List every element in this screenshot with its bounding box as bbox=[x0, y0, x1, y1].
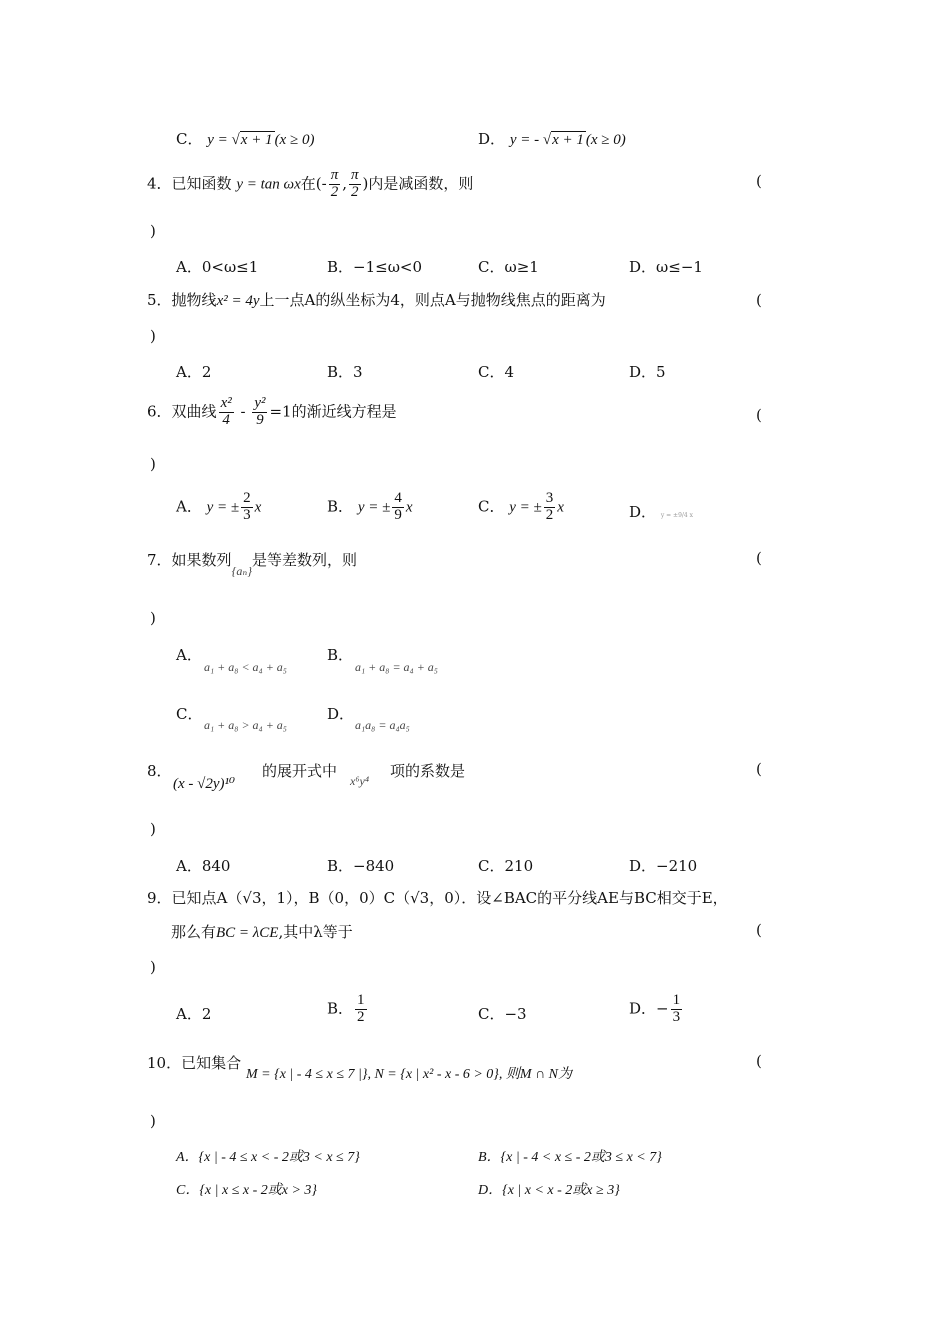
fraction bbox=[241, 491, 253, 524]
option-label: C． bbox=[176, 130, 203, 148]
question-number: 5． bbox=[147, 291, 172, 309]
question-number: 10． bbox=[147, 1054, 182, 1072]
q3-option-d bbox=[478, 128, 626, 149]
q8-stem-a: 的展开式中 bbox=[262, 762, 338, 780]
stem-text: 已知集合 bbox=[181, 1054, 242, 1072]
answer-paren-close: ) bbox=[150, 958, 156, 976]
fraction bbox=[355, 993, 367, 1026]
q7-option-a-label: A． bbox=[176, 646, 202, 664]
q7-option-b: a₁ + a₈ = a₄ + a₅ bbox=[355, 660, 438, 674]
stem-text: 已知函数 bbox=[171, 174, 232, 193]
q8-expression: (x - √2y)¹⁰ bbox=[173, 776, 236, 792]
q7-option-c-label: C． bbox=[176, 705, 203, 723]
answer-paren-open: ( bbox=[756, 291, 762, 309]
q10-option-a: A．{x | - 4 ≤ x < - 2或3 < x ≤ 7} bbox=[176, 1150, 360, 1165]
numerator: y² bbox=[254, 395, 266, 411]
answer-paren-open: ( bbox=[756, 549, 762, 567]
q10-stem bbox=[147, 1052, 241, 1073]
q7-option-c: a₁ + a₈ > a₄ + a₅ bbox=[204, 718, 287, 732]
math-text: y = ± bbox=[206, 499, 240, 516]
fraction bbox=[219, 396, 234, 429]
q10-option-c: C．{x | x ≤ x - 2或x > 3} bbox=[176, 1183, 318, 1198]
function-expression: y = tan ωx bbox=[236, 176, 301, 193]
q10-option-d: D．{x | x < x - 2或x ≥ 3} bbox=[478, 1183, 620, 1198]
answer-paren-open: ( bbox=[756, 760, 762, 778]
stem-text: 双曲线 bbox=[171, 402, 217, 421]
answer-paren-close: ) bbox=[150, 820, 156, 838]
q5-stem bbox=[147, 289, 606, 310]
fraction bbox=[252, 396, 267, 429]
q4-option-a: A．0<ω≤1 bbox=[176, 258, 259, 276]
denominator: 9 bbox=[394, 506, 402, 523]
math-text: x bbox=[557, 499, 564, 516]
q6-option-a bbox=[176, 491, 261, 524]
answer-paren-close: ) bbox=[150, 1112, 156, 1130]
q7-option-a: a₁ + a₈ < a₄ + a₅ bbox=[204, 660, 287, 674]
q9-option-c: C．−3 bbox=[478, 1005, 527, 1023]
option-label: D． bbox=[629, 503, 657, 521]
q4-stem: 4．已知函数 y = tan ωx在(- $\frac{\pi}{2}$ , $\frac{\pi}{2}$ )内是减函数，则 bbox=[147, 167, 474, 200]
answer-paren-open: ( bbox=[756, 921, 762, 939]
stem-text: 在(- bbox=[300, 174, 327, 193]
stem-text: 上一点A的纵坐标为4，则点A与抛物线焦点的距离为 bbox=[259, 291, 606, 309]
question-number: 6． bbox=[147, 402, 172, 421]
stem-text: )内是减函数，则 bbox=[362, 174, 474, 193]
denominator: 2 bbox=[330, 183, 339, 200]
stem-text: 已知点A（√3，1），B（0，0）C（√3，0）．设∠BAC的平分线AE与BC相交于E， bbox=[171, 889, 728, 907]
stem-text: 抛物线 bbox=[171, 291, 217, 309]
q8-option-d: D．−210 bbox=[629, 857, 698, 875]
fraction bbox=[329, 168, 341, 201]
q8-option-b: B．−840 bbox=[327, 857, 395, 875]
answer-paren-open: ( bbox=[756, 406, 762, 424]
denominator: 3 bbox=[672, 1008, 681, 1025]
denominator: 2 bbox=[351, 183, 359, 200]
q8-term: x⁶y⁴ bbox=[350, 774, 369, 788]
answer-paren-open: ( bbox=[756, 172, 762, 190]
q10-option-b: B．{x | - 4 < x ≤ - 2或3 ≤ x < 7} bbox=[478, 1150, 662, 1165]
math-text: x bbox=[254, 499, 262, 516]
option-label: C． bbox=[478, 497, 505, 516]
q4-option-c: C．ω≥1 bbox=[478, 258, 539, 276]
q9-stem-line1 bbox=[147, 887, 728, 908]
q10-stem-expression: M = {x | - 4 ≤ x ≤ 7 |}, N = {x | x² - x - 6 > 0}, 则M ∩ N为 bbox=[246, 1067, 573, 1082]
math-text: y = ± bbox=[357, 499, 391, 516]
answer-paren-close: ) bbox=[150, 327, 156, 345]
q9-option-a: A．2 bbox=[176, 1005, 212, 1023]
math-text: y = ± bbox=[509, 499, 542, 516]
question-number: 4． bbox=[147, 174, 172, 193]
stem-text: 那么有 bbox=[171, 923, 217, 941]
q9-option-b bbox=[327, 993, 369, 1026]
numerator: x² bbox=[220, 395, 232, 411]
q7-option-d-label: D． bbox=[327, 705, 355, 723]
q8-stem-b: 项的系数是 bbox=[390, 762, 466, 780]
q8-option-c: C．210 bbox=[478, 857, 534, 875]
q7-stem bbox=[147, 549, 358, 578]
math-expression: y = √x + 1 (x ≥ 0) bbox=[207, 132, 315, 148]
q7-option-d: a₁a₈ = a₄a₅ bbox=[355, 718, 410, 732]
numerator: 1 bbox=[672, 992, 681, 1008]
fraction bbox=[349, 168, 361, 201]
q5-option-a: A．2 bbox=[176, 363, 212, 381]
sequence-symbol: {aₙ} bbox=[231, 564, 253, 578]
question-number: 7． bbox=[147, 551, 172, 569]
option-label: B． bbox=[327, 999, 354, 1018]
answer-paren-open: ( bbox=[756, 1052, 762, 1070]
stem-text: =1的渐近线方程是 bbox=[269, 402, 397, 421]
q5-option-b: B．3 bbox=[327, 363, 363, 381]
vector-expression: BC = λCE bbox=[216, 925, 279, 941]
denominator: 9 bbox=[256, 411, 264, 428]
option-label: D． bbox=[478, 130, 506, 148]
numerator: π bbox=[351, 167, 359, 183]
numerator: 1 bbox=[357, 992, 365, 1008]
q6-option-b bbox=[327, 491, 413, 524]
denominator: 3 bbox=[243, 506, 251, 523]
q6-stem: 6．双曲线 $\frac{\text{x²}}{4}$ - $\frac{\text{y²}}{9}$ =1的渐近线方程是 bbox=[147, 395, 397, 428]
q5-option-c: C．4 bbox=[478, 363, 515, 381]
answer-paren-close: ) bbox=[150, 609, 156, 627]
math-expression: x² = 4y bbox=[216, 293, 260, 309]
q6-option-c bbox=[478, 491, 564, 524]
stem-text: 是等差数列，则 bbox=[252, 551, 358, 569]
stem-text: ,其中λ等于 bbox=[278, 923, 353, 941]
q3-option-c bbox=[176, 128, 314, 149]
numerator: 4 bbox=[394, 490, 402, 506]
fraction bbox=[544, 491, 556, 524]
q5-option-d: D．5 bbox=[629, 363, 666, 381]
numerator: π bbox=[330, 167, 339, 183]
fraction bbox=[392, 491, 404, 524]
math-text: x bbox=[405, 499, 413, 516]
numerator: 3 bbox=[545, 490, 554, 506]
q4-option-b: B．−1≤ω<0 bbox=[327, 258, 423, 276]
numerator: 2 bbox=[243, 490, 251, 506]
answer-paren-close: ) bbox=[150, 222, 156, 240]
tiny-math-image: y = ±9/4 x bbox=[660, 512, 694, 519]
stem-text: 如果数列 bbox=[171, 551, 232, 569]
option-label: A． bbox=[176, 497, 202, 516]
q4-option-d: D．ω≤−1 bbox=[629, 258, 703, 276]
q6-option-d bbox=[629, 501, 693, 522]
denominator: 2 bbox=[357, 1008, 365, 1025]
q8-option-a: A．840 bbox=[176, 857, 231, 875]
option-label: D．− bbox=[629, 999, 669, 1018]
denominator: 2 bbox=[545, 506, 554, 523]
q9-option-d bbox=[629, 993, 684, 1026]
math-expression: y = - √x + 1 (x ≥ 0) bbox=[509, 132, 626, 148]
option-label: B． bbox=[327, 497, 354, 516]
answer-paren-close: ) bbox=[150, 455, 156, 473]
question-number: 9． bbox=[147, 889, 172, 907]
denominator: 4 bbox=[222, 411, 230, 428]
q8-number: 8． bbox=[147, 762, 172, 780]
q7-option-b-label: B． bbox=[327, 646, 354, 664]
fraction bbox=[671, 993, 683, 1026]
q9-stem-line2 bbox=[171, 921, 353, 942]
